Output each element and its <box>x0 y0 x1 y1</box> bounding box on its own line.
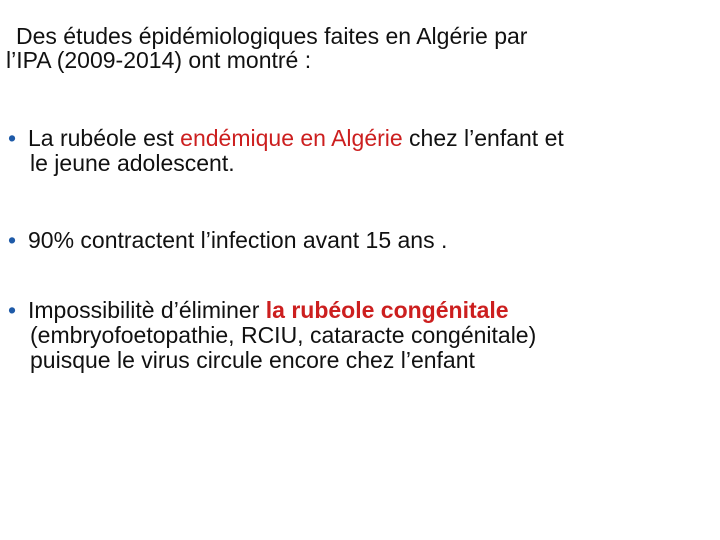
bullet-continuation: le jeune adolescent. <box>30 150 235 176</box>
bullet-continuation: (embryofoetopathie, RCIU, cataracte congénitale) <box>30 322 537 348</box>
bullet-item-infection-rate <box>6 228 716 253</box>
intro-text <box>6 24 706 72</box>
bullet-item-endemic <box>6 126 716 176</box>
highlight-text: la rubéole congénitale <box>265 297 509 323</box>
bullet-dot-icon: • <box>8 227 17 253</box>
bullet-line <box>6 298 716 323</box>
bullet-line <box>6 228 716 253</box>
bullet-text: Impossibilitè d’éliminer <box>28 297 266 323</box>
bullet-dot-icon: • <box>8 297 17 323</box>
bullet-continuation: puisque le virus circule encore chez l’enfant <box>30 347 475 373</box>
bullet-text: 90% contractent l’infection avant 15 ans . <box>28 227 448 253</box>
highlight-text: endémique en Algérie <box>180 125 403 151</box>
bullet-line <box>6 126 716 151</box>
intro-line-2: l’IPA (2009-2014) ont montré : <box>6 47 312 73</box>
intro-line-1: Des études épidémiologiques faites en Algérie par <box>16 23 528 49</box>
bullet-item-congenital <box>6 298 716 373</box>
bullet-text: La rubéole est <box>28 125 181 151</box>
bullet-dot-icon: • <box>8 125 17 151</box>
bullet-text: chez l’enfant et <box>402 125 564 151</box>
